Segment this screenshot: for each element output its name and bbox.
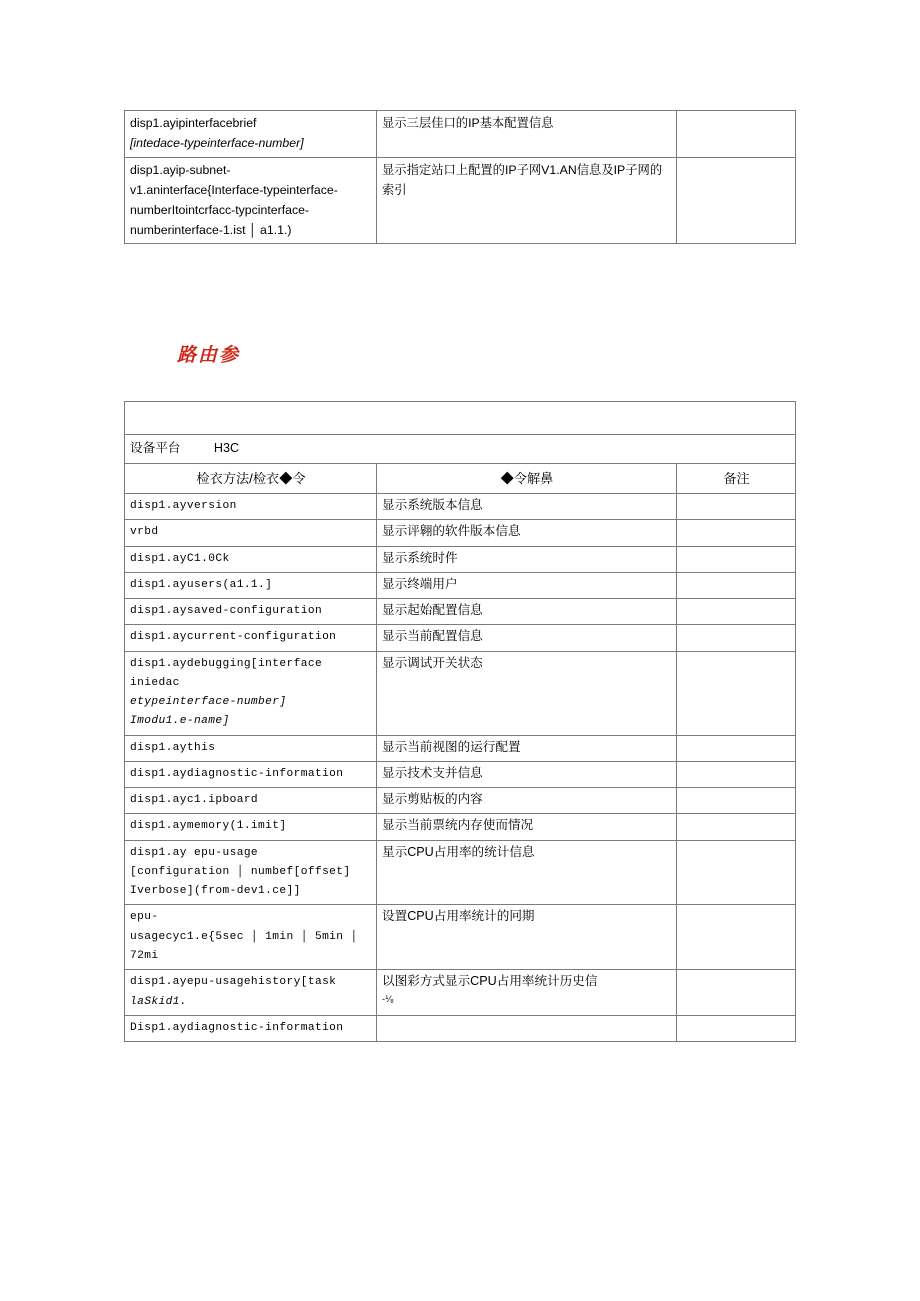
section-heading: 路由参 [177,345,241,366]
command-line: disp1.ayip-subnet- [130,162,231,177]
command-cell [125,840,377,905]
description-cell: 设置CPU占用率统计的冋期 [377,905,677,970]
table-row [125,493,796,519]
ip-command-table [124,110,796,244]
command-cell: disp1.ayc1.ipboard [125,788,377,814]
table-row [125,520,796,546]
description-cell: 显示当前视图的运行配置 [377,735,677,761]
column-header-description: ◆令解鼻 [377,463,677,493]
note-cell [677,651,796,735]
command-cell [125,905,377,970]
description-fragment: -⅟₈ [382,994,394,1005]
note-cell [677,761,796,787]
note-cell [677,493,796,519]
command-cell: disp1.ayC1.0Ck [125,546,377,572]
column-header-command: 检衣方法/检衣◆令 [125,463,377,493]
command-cell [125,970,377,1016]
description-text: 以图彩方式显示CPU占用率统计历史信 [382,974,598,989]
description-cell [377,1015,677,1041]
table-row [125,572,796,598]
command-line: laSkid1. [130,995,187,1008]
command-line: [intedace-typeinterface-number] [130,135,304,150]
column-header-note: 备注 [677,463,796,493]
table-row [125,651,796,735]
description-cell: 显示起始配置信息 [377,599,677,625]
description-cell: 显示技术支并信息 [377,761,677,787]
table-row [125,625,796,651]
command-line: disp1.aydebugging[interface iniedac [130,657,323,689]
table-row [125,761,796,787]
note-cell [677,1015,796,1041]
table-row [125,905,796,970]
command-cell [125,157,377,244]
note-cell [677,625,796,651]
description-cell [377,970,677,1016]
table-header-row [125,463,796,493]
table-row [125,840,796,905]
note-cell [677,572,796,598]
description-cell: 显示三层佳口的IP基本配置信息 [377,111,677,158]
inspection-command-table-body [125,402,796,1042]
command-cell: disp1.ayversion [125,493,377,519]
note-cell [677,788,796,814]
platform-value: H3C [213,441,240,455]
table-row [125,1015,796,1041]
table-row [125,970,796,1016]
note-cell [677,735,796,761]
description-cell: 显示评翱的软件版本信息 [377,520,677,546]
command-line: disp1.ayipinterfacebrief [130,116,257,130]
command-cell: disp1.aymemory(1.imit] [125,814,377,840]
description-cell: 显示当前票统内存使而情况 [377,814,677,840]
ip-command-table-body [125,111,796,244]
command-line: disp1.ay epu-usage [130,846,259,859]
command-cell: disp1.aydiagnostic-information [125,761,377,787]
table-row [125,111,796,158]
command-line: Imodu1.e-name] [130,715,230,728]
command-cell: disp1.aythis [125,735,377,761]
platform-label: 设备平台 [130,441,181,455]
command-cell: Disp1.aydiagnostic-information [125,1015,377,1041]
description-cell: 显示剪贴板的内容 [377,788,677,814]
description-cell: 显示系统版本信息 [377,493,677,519]
command-line: numberItointcrfacc-typcinterface- [130,202,310,217]
description-cell: 显示当前配置信息 [377,625,677,651]
description-cell: 星示CPU占用率的统计信息 [377,840,677,905]
note-cell [677,111,796,158]
description-cell: 显示终端用户 [377,572,677,598]
note-cell [677,840,796,905]
table-row [125,599,796,625]
table-row [125,546,796,572]
note-cell [677,546,796,572]
command-line: [configuration │ numbef[offset] [130,865,351,878]
command-cell: vrbd [125,520,377,546]
platform-cell [125,435,796,464]
table-row [125,814,796,840]
command-cell [125,111,377,158]
command-line: usagecyc1.e{5sec │ 1min │ 5min │ 72mi [130,930,358,963]
description-cell: 显示指定站口上配置的IP子网V1.AN信息及IP子网的索引 [377,157,677,244]
command-cell: disp1.ayusers(a1.1.] [125,572,377,598]
note-cell [677,970,796,1016]
command-line: v1.aninterface{Interface-typeinterface- [130,182,338,197]
table-row-platform [125,435,796,464]
command-cell: disp1.aycurrent-configuration [125,625,377,651]
table-row [125,735,796,761]
table-row-blank [125,402,796,435]
description-cell: 显示系统时件 [377,546,677,572]
command-cell [125,651,377,735]
command-line: disp1.ayepu-usagehistory[task [130,976,337,989]
command-line: numberinterface-1.ist │ a1.1.) [130,222,292,237]
command-line: etypeinterface-number] [130,696,287,709]
note-cell [677,814,796,840]
note-cell [677,905,796,970]
description-cell: 显示调试开关状态 [377,651,677,735]
command-cell: disp1.aysaved-configuration [125,599,377,625]
note-cell [677,520,796,546]
blank-spanning-cell [125,402,796,435]
note-cell [677,157,796,244]
command-line: Iverbose](from-dev1.ce]] [130,885,301,898]
table-row [125,788,796,814]
command-line: epu- [130,911,159,924]
note-cell [677,599,796,625]
table-row [125,157,796,244]
inspection-command-table [124,401,796,1042]
